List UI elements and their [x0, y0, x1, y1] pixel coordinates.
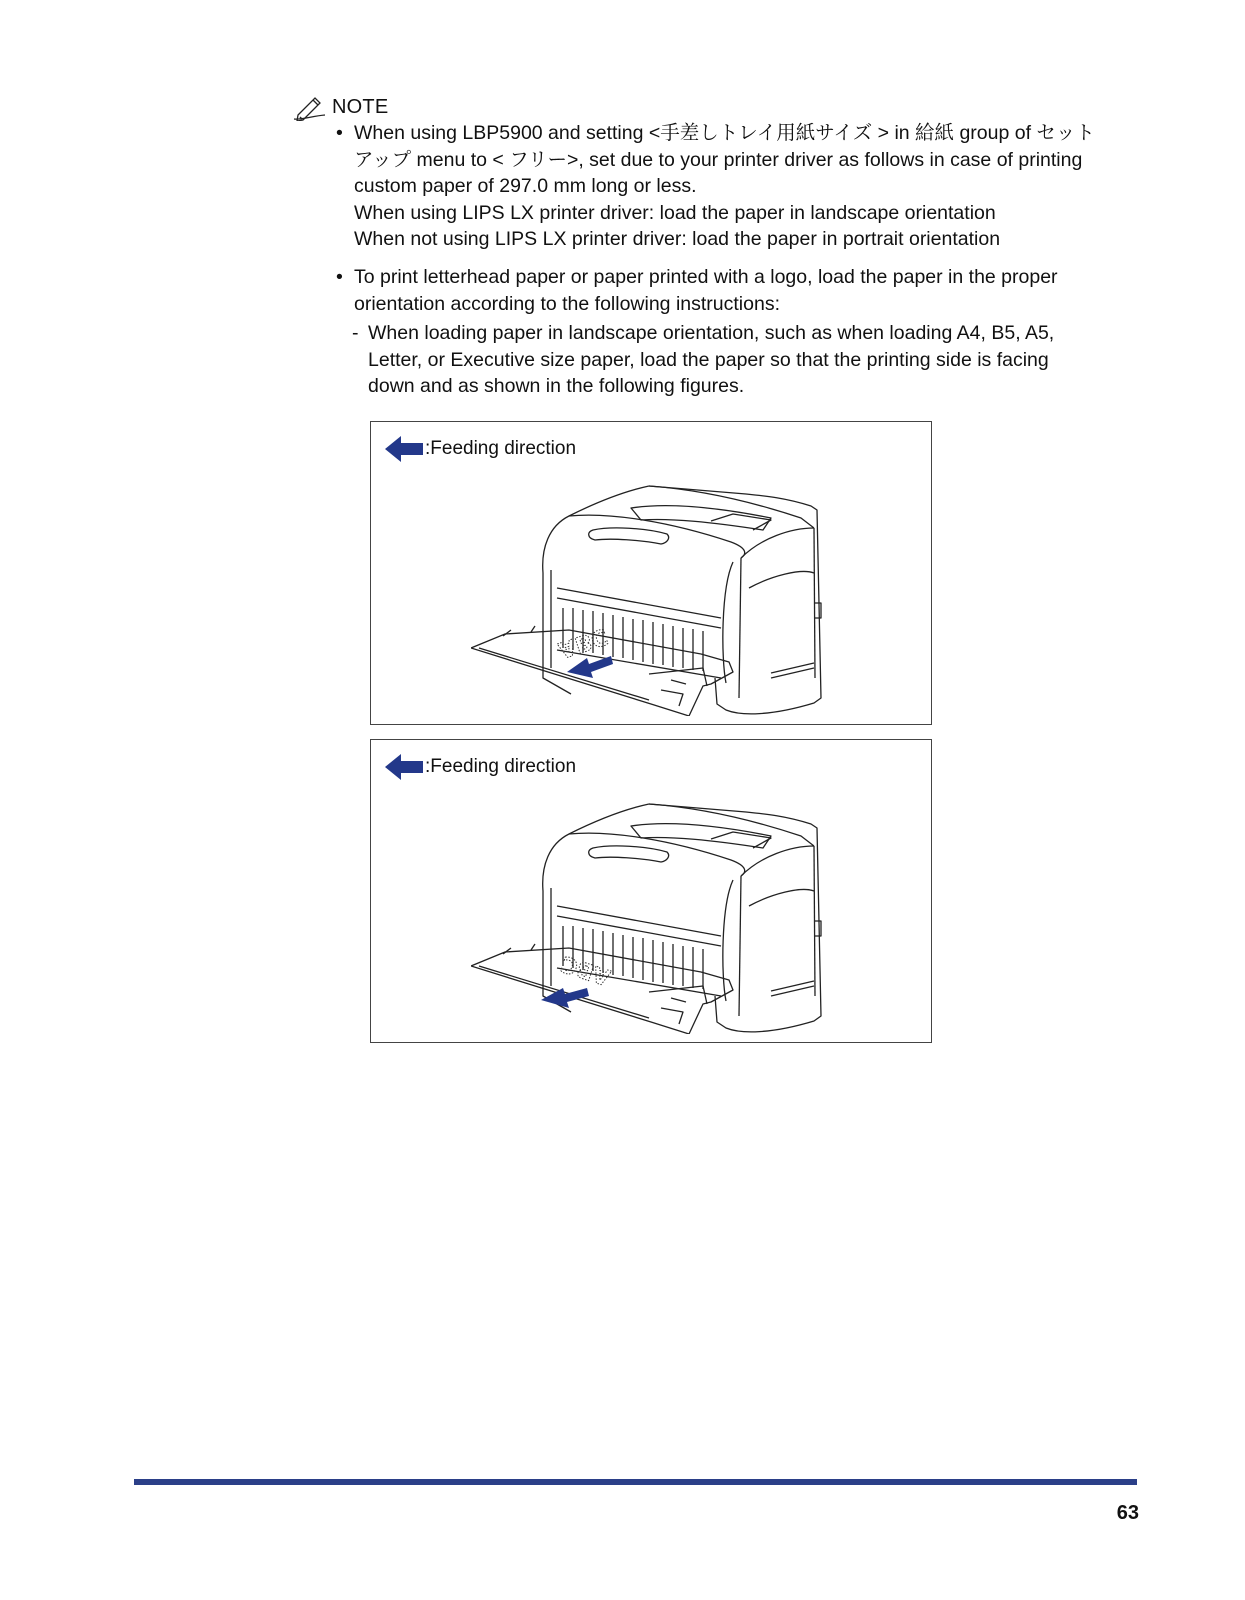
bullet-dot: • — [336, 122, 343, 144]
bullet-dot: • — [336, 266, 343, 288]
bullet-1-line: When using LIPS LX printer driver: load the paper in landscape orientation — [354, 201, 996, 224]
paper-logo: ABC — [555, 622, 611, 663]
sub-item-line: When loading paper in landscape orientation, such as when loading A4, B5, A5, — [368, 322, 1055, 344]
sub-item-line: Letter, or Executive size paper, load the paper so that the printing side is facing — [368, 348, 1049, 371]
paper-logo: ABC — [558, 950, 614, 990]
legend-label: :Feeding direction — [425, 756, 577, 777]
bullet-1-line: custom paper of 297.0 mm long or less. — [354, 175, 697, 197]
legend-label: :Feeding direction — [425, 438, 577, 459]
note-sub-item — [352, 320, 1152, 400]
bullet-1-line: アップ menu to < フリー>, set due to your printer driver as follows in case of printing — [354, 148, 1083, 171]
figure-landscape-1 — [370, 421, 932, 725]
feeding-direction-arrow-icon — [383, 752, 425, 782]
printer-illustration — [471, 458, 851, 716]
feeding-direction-arrow-icon — [383, 434, 425, 464]
footer-rule — [134, 1479, 1137, 1485]
page-number: 63 — [1116, 1502, 1139, 1524]
figure-landscape-2 — [370, 739, 932, 1043]
printer-illustration — [471, 776, 851, 1034]
bullet-1-line: When not using LIPS LX printer driver: load the paper in portrait orientation — [354, 228, 1001, 250]
sub-dash: - — [352, 322, 359, 344]
bullet-2-line: To print letterhead paper or paper printed with a logo, load the paper in the proper — [354, 266, 1058, 288]
pencil-note-icon — [292, 93, 328, 121]
note-bullet-2 — [336, 264, 1136, 317]
note-bullet-1 — [336, 120, 1136, 253]
note-heading — [292, 92, 388, 122]
note-title: NOTE — [332, 95, 389, 118]
bullet-1-line: When using LBP5900 and setting <手差しトレイ用紙サイズ > in 給紙 group of セット — [354, 122, 1095, 144]
bullet-2-line: orientation according to the following instructions: — [354, 292, 780, 315]
sub-item-line: down and as shown in the following figures. — [368, 375, 745, 397]
